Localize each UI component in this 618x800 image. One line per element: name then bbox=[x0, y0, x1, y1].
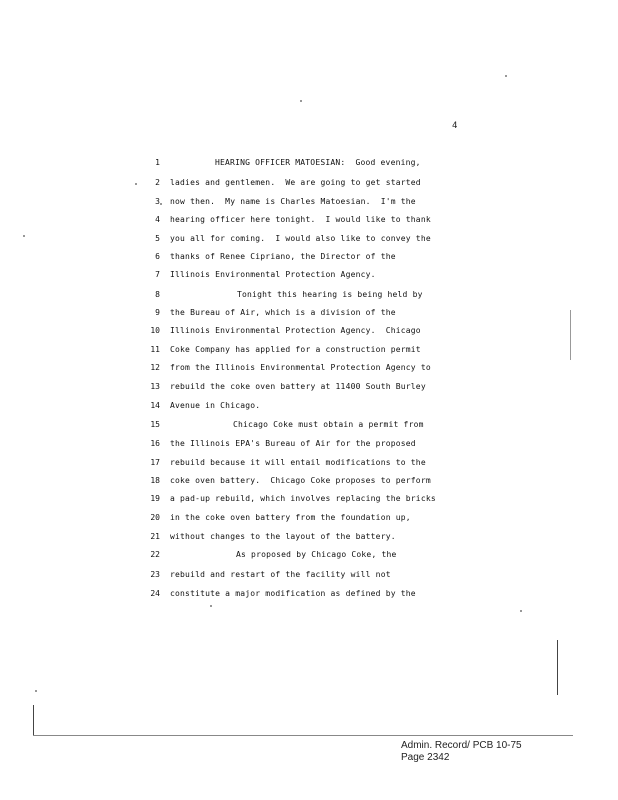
admin-record-label: Admin. Record/ PCB 10-75 bbox=[401, 740, 522, 751]
line-number: 3 bbox=[155, 197, 160, 206]
transcript-line: constitute a major modification as defined by the bbox=[170, 589, 416, 598]
line-number: 9 bbox=[155, 308, 160, 317]
transcript-line: Tonight this hearing is being held by bbox=[237, 290, 423, 299]
scan-speck bbox=[160, 203, 162, 205]
transcript-line: Illinois Environmental Protection Agency. Chicago bbox=[170, 326, 421, 335]
line-number: 17 bbox=[150, 458, 160, 467]
bottom-rule bbox=[33, 735, 573, 736]
transcript-line: now then. My name is Charles Matoesian. I'm the bbox=[170, 197, 416, 206]
transcript-line: you all for coming. I would also like to convey the bbox=[170, 234, 431, 243]
transcript-line: ladies and gentlemen. We are going to get started bbox=[170, 178, 421, 187]
scan-speck bbox=[300, 100, 302, 102]
transcript-line: Coke Company has applied for a construction permit bbox=[170, 345, 421, 354]
page-label: Page 2342 bbox=[401, 752, 450, 763]
line-number: 11 bbox=[150, 345, 160, 354]
line-number: 16 bbox=[150, 439, 160, 448]
scan-speck bbox=[35, 690, 37, 692]
scan-edge-line bbox=[570, 310, 571, 360]
line-number: 15 bbox=[150, 420, 160, 429]
line-number: 5 bbox=[155, 234, 160, 243]
transcript-line: a pad-up rebuild, which involves replacing the bricks bbox=[170, 494, 436, 503]
line-number: 19 bbox=[150, 494, 160, 503]
footer-stamp bbox=[401, 740, 522, 764]
transcript-line: the Illinois EPA's Bureau of Air for the proposed bbox=[170, 439, 416, 448]
page-number: 4 bbox=[452, 121, 458, 131]
line-number: 6 bbox=[155, 252, 160, 261]
transcript-line: in the coke oven battery from the foundation up, bbox=[170, 513, 411, 522]
line-number: 13 bbox=[150, 382, 160, 391]
transcript-line: rebuild the coke oven battery at 11400 South Burley bbox=[170, 382, 426, 391]
line-number: 20 bbox=[150, 513, 160, 522]
line-number: 4 bbox=[155, 215, 160, 224]
line-number: 18 bbox=[150, 476, 160, 485]
line-number: 2 bbox=[155, 178, 160, 187]
transcript-line: rebuild because it will entail modifications to the bbox=[170, 458, 426, 467]
line-number: 1 bbox=[155, 158, 160, 167]
line-number: 7 bbox=[155, 270, 160, 279]
line-number: 14 bbox=[150, 401, 160, 410]
scan-speck bbox=[135, 183, 137, 185]
line-number: 24 bbox=[150, 589, 160, 598]
transcript-line: thanks of Renee Cipriano, the Director of the bbox=[170, 252, 396, 261]
transcript-line: the Bureau of Air, which is a division of the bbox=[170, 308, 396, 317]
line-number: 22 bbox=[150, 550, 160, 559]
transcript-line: Chicago Coke must obtain a permit from bbox=[233, 420, 424, 429]
transcript-line: without changes to the layout of the battery. bbox=[170, 532, 396, 541]
line-number: 10 bbox=[150, 326, 160, 335]
line-number: 21 bbox=[150, 532, 160, 541]
transcript-line: from the Illinois Environmental Protection Agency to bbox=[170, 363, 431, 372]
transcript-line: coke oven battery. Chicago Coke proposes to perform bbox=[170, 476, 431, 485]
transcript-line: hearing officer here tonight. I would like to thank bbox=[170, 215, 431, 224]
scan-margin-line bbox=[33, 705, 34, 735]
transcript-line: Illinois Environmental Protection Agency. bbox=[170, 270, 376, 279]
line-number: 12 bbox=[150, 363, 160, 372]
scan-speck bbox=[505, 75, 507, 77]
line-number: 8 bbox=[155, 290, 160, 299]
scan-speck bbox=[210, 605, 212, 607]
transcript-line: rebuild and restart of the facility will not bbox=[170, 570, 391, 579]
scan-edge-line bbox=[557, 640, 558, 695]
scan-speck bbox=[520, 610, 522, 612]
scan-speck bbox=[23, 235, 25, 237]
transcript-line: As proposed by Chicago Coke, the bbox=[236, 550, 397, 559]
transcript-line: Avenue in Chicago. bbox=[170, 401, 261, 410]
transcript-line: HEARING OFFICER MATOESIAN: Good evening, bbox=[215, 158, 421, 167]
line-number: 23 bbox=[150, 570, 160, 579]
